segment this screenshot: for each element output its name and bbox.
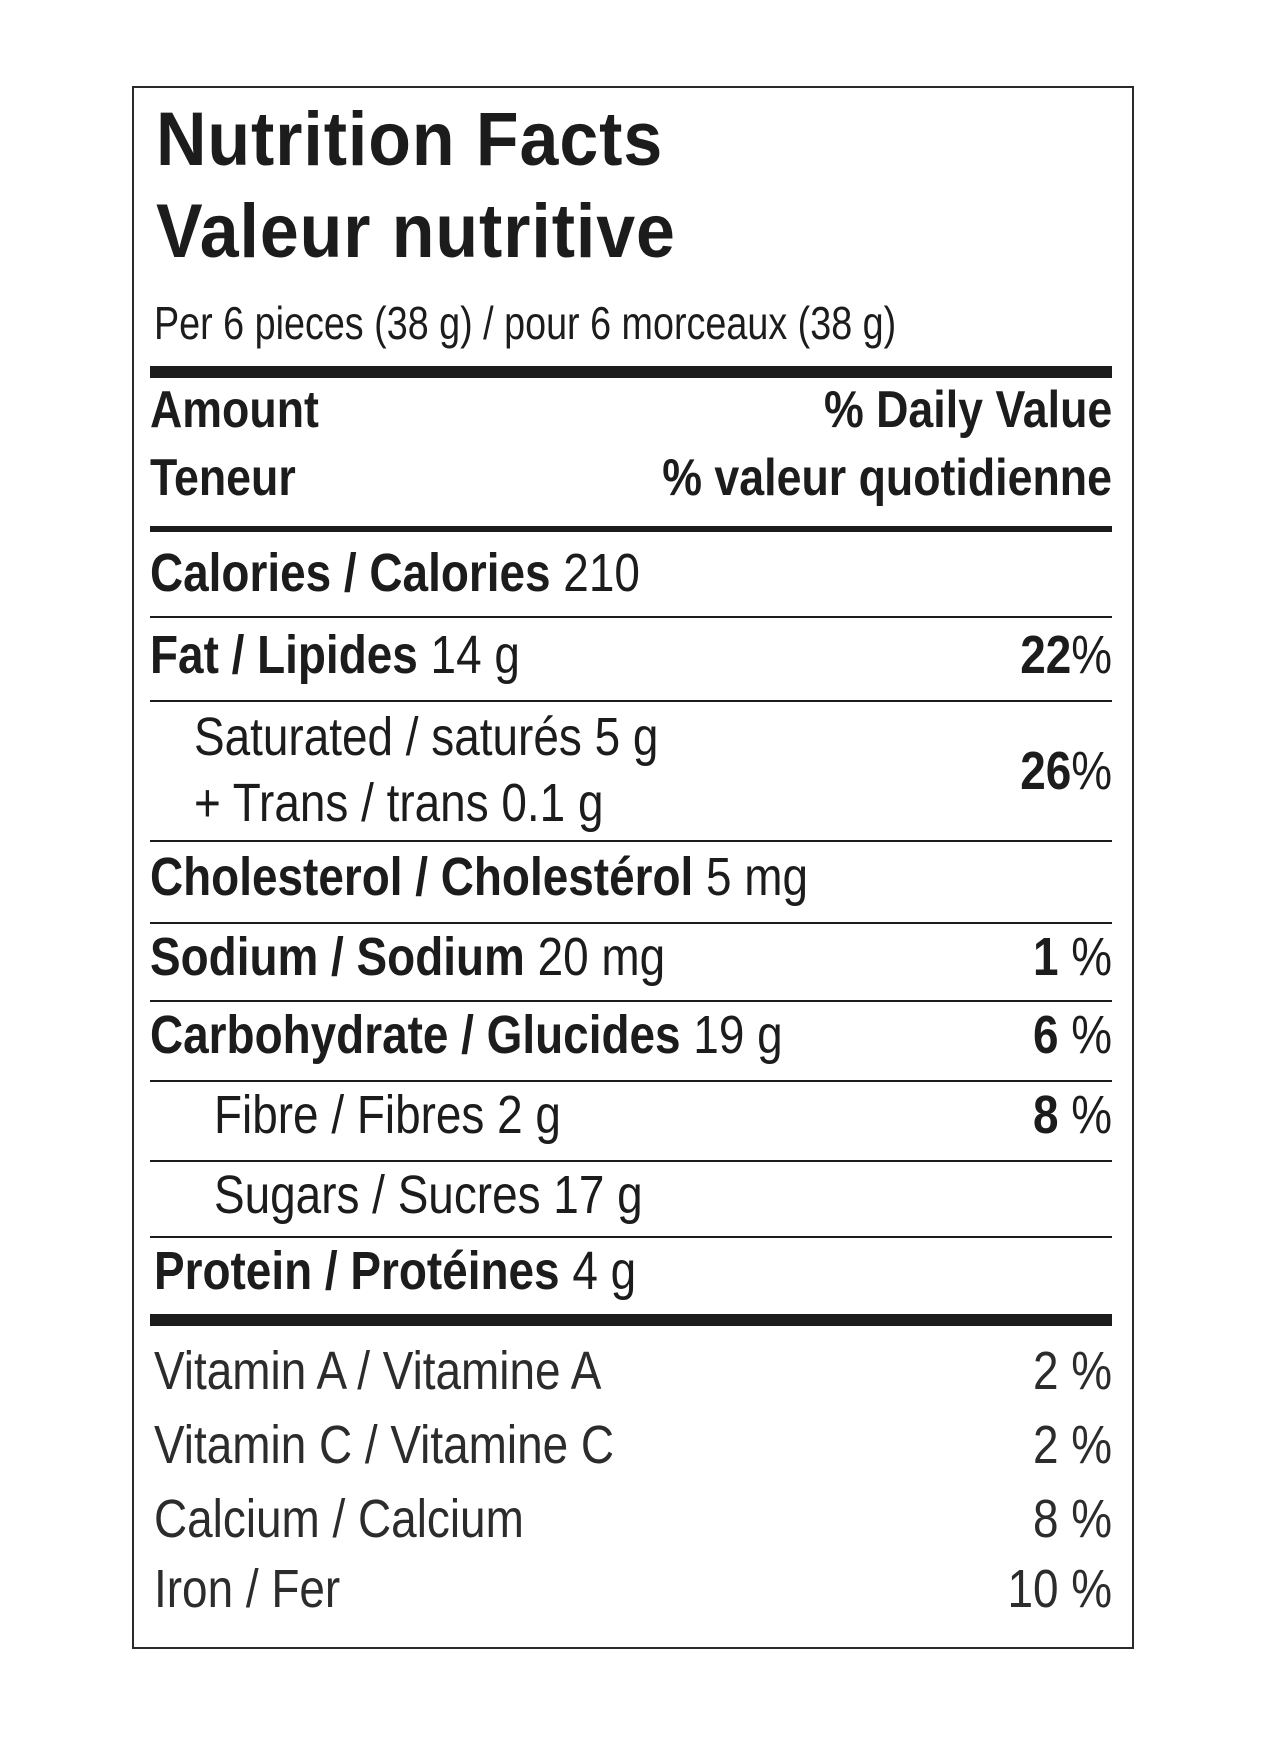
row-carbohydrate (150, 1005, 783, 1065)
carbohydrate-amount: 19 g (693, 1005, 783, 1065)
header-daily-value: % Daily Value (823, 381, 1112, 439)
vitamin-c-value: 2 % (1032, 1415, 1112, 1475)
row-fat (150, 625, 520, 685)
fat-label: Fat / Lipides (150, 625, 418, 685)
divider-calories (150, 616, 1112, 618)
saturated-dv-unit: % (1071, 741, 1112, 801)
sodium-label: Sodium / Sodium (150, 927, 525, 987)
fibre-daily-value (1032, 1085, 1112, 1145)
carbohydrate-dv-unit: % (1071, 1005, 1112, 1065)
divider-saturated (150, 840, 1112, 842)
fat-daily-value (1020, 625, 1112, 685)
fat-dv-number: 22 (1020, 625, 1072, 685)
title-french: Valeur nutritive (156, 189, 676, 274)
carbohydrate-label: Carbohydrate / Glucides (150, 1005, 681, 1065)
carbohydrate-daily-value (1032, 1005, 1112, 1065)
divider-thick-top (150, 366, 1112, 378)
row-calories (150, 543, 640, 603)
protein-label: Protein / Protéines (154, 1241, 560, 1301)
fibre-dv-unit: % (1071, 1085, 1112, 1145)
header-valeur-quotidienne: % valeur quotidienne (662, 449, 1112, 507)
saturated-dv-number: 26 (1020, 741, 1072, 801)
iron-value: 10 % (1007, 1559, 1112, 1619)
calories-amount: 210 (563, 543, 640, 603)
divider-thick-bottom (150, 1314, 1112, 1326)
divider-fat (150, 700, 1112, 702)
cholesterol-amount: 5 mg (706, 847, 809, 907)
divider-sodium (150, 1000, 1112, 1002)
divider-cholesterol (150, 922, 1112, 924)
divider-sugars (150, 1236, 1112, 1238)
header-teneur: Teneur (150, 449, 296, 507)
row-sodium (150, 927, 666, 987)
row-trans: + Trans / trans 0.1 g (194, 773, 604, 833)
row-saturated: Saturated / saturés 5 g (194, 707, 659, 767)
vitamin-c-label: Vitamin C / Vitamine C (154, 1415, 615, 1475)
row-sugars: Sugars / Sucres 17 g (214, 1165, 643, 1225)
serving-size: Per 6 pieces (38 g) / pour 6 morceaux (38 g) (154, 297, 897, 349)
row-cholesterol (150, 847, 809, 907)
nutrition-facts-panel (132, 86, 1134, 1649)
saturated-daily-value (1020, 741, 1112, 801)
calories-label: Calories / Calories (150, 543, 551, 603)
vitamin-a-label: Vitamin A / Vitamine A (154, 1341, 602, 1401)
sodium-amount: 20 mg (537, 927, 666, 987)
carbohydrate-dv-number: 6 (1032, 1005, 1059, 1065)
sodium-daily-value (1032, 927, 1112, 987)
divider-header (150, 526, 1112, 532)
fibre-dv-number: 8 (1032, 1085, 1059, 1145)
nutrition-facts-inner (150, 88, 1112, 1647)
divider-carbohydrate (150, 1080, 1112, 1082)
sodium-dv-unit: % (1071, 927, 1112, 987)
divider-fibre (150, 1160, 1112, 1162)
protein-amount: 4 g (572, 1241, 637, 1301)
cholesterol-label: Cholesterol / Cholestérol (150, 847, 694, 907)
iron-label: Iron / Fer (154, 1559, 341, 1619)
row-fibre: Fibre / Fibres 2 g (214, 1085, 561, 1145)
title-english: Nutrition Facts (156, 97, 664, 182)
fat-amount: 14 g (430, 625, 520, 685)
row-protein (154, 1241, 637, 1301)
calcium-label: Calcium / Calcium (154, 1489, 524, 1549)
vitamin-a-value: 2 % (1032, 1341, 1112, 1401)
sodium-dv-number: 1 (1032, 927, 1059, 987)
calcium-value: 8 % (1032, 1489, 1112, 1549)
header-amount: Amount (150, 381, 319, 439)
fat-dv-unit: % (1071, 625, 1112, 685)
